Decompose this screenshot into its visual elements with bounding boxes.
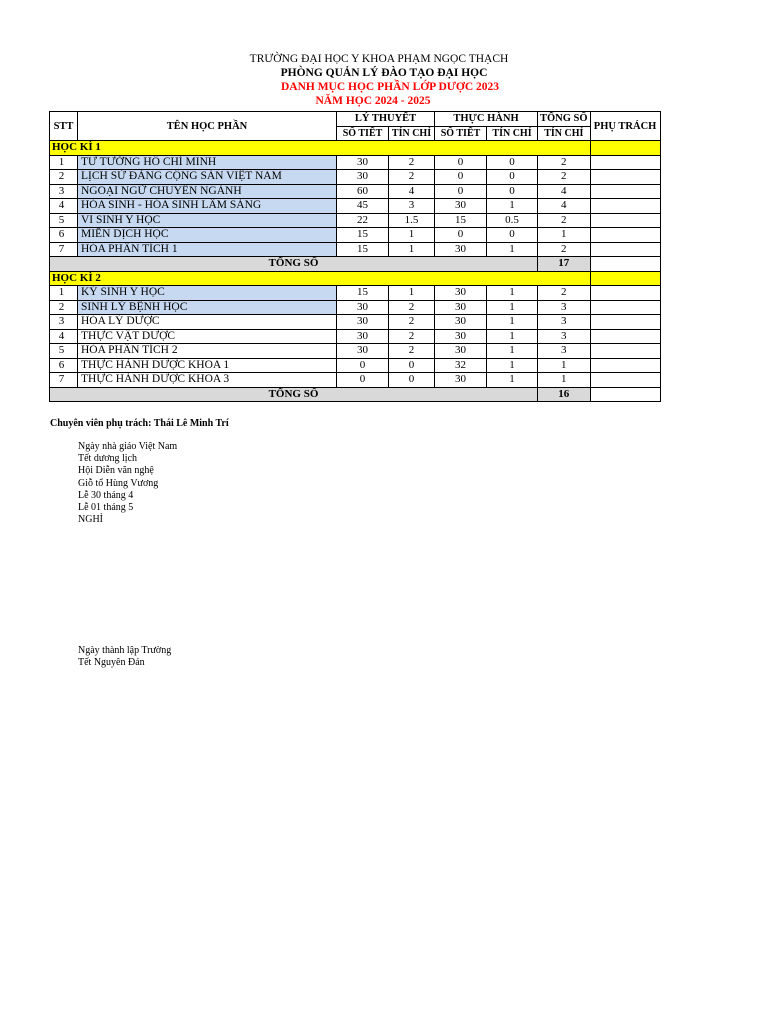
university-name: TRƯỜNG ĐẠI HỌC Y KHOA PHẠM NGỌC THẠCH xyxy=(249,53,509,65)
row-practice-credits: 1 xyxy=(487,329,538,344)
total-in-charge-cell xyxy=(590,257,660,272)
row-practice-credits: 0 xyxy=(487,170,538,185)
row-theory-hours: 22 xyxy=(337,213,389,228)
note-item: Tết dương lịch xyxy=(78,453,138,465)
row-theory-hours: 30 xyxy=(337,329,389,344)
header-course-name: TÊN HỌC PHẦN xyxy=(78,112,337,141)
row-practice-credits: 1 xyxy=(487,286,538,301)
semester-row xyxy=(50,271,661,286)
row-stt: 3 xyxy=(50,315,78,330)
semester-total-row xyxy=(50,387,661,402)
officer-in-charge: Chuyên viên phụ trách: Thái Lê Minh Trí xyxy=(50,418,229,429)
row-theory-hours: 15 xyxy=(337,286,389,301)
row-course-name: HÓA PHÂN TÍCH 2 xyxy=(78,344,337,359)
row-practice-credits: 1 xyxy=(487,344,538,359)
semester-label: HỌC KÌ 2 xyxy=(50,271,591,286)
table-row xyxy=(50,184,661,199)
row-in-charge xyxy=(590,358,660,373)
total-value: 16 xyxy=(538,387,591,402)
row-theory-hours: 30 xyxy=(337,344,389,359)
header-practice-credits: TÍN CHỈ xyxy=(487,126,538,141)
table-row xyxy=(50,329,661,344)
semester-in-charge-cell xyxy=(590,141,660,156)
total-in-charge-cell xyxy=(590,387,660,402)
row-practice-hours: 32 xyxy=(435,358,487,373)
row-in-charge xyxy=(590,199,660,214)
row-theory-credits: 2 xyxy=(389,315,435,330)
row-stt: 7 xyxy=(50,373,78,388)
header-theory: LÝ THUYẾT xyxy=(337,112,435,127)
row-theory-credits: 1 xyxy=(389,228,435,243)
row-total-credits: 1 xyxy=(538,228,591,243)
row-total-credits: 2 xyxy=(538,170,591,185)
row-total-credits: 3 xyxy=(538,329,591,344)
header-theory-hours: SỐ TIẾT xyxy=(337,126,389,141)
row-practice-hours: 0 xyxy=(435,184,487,199)
row-course-name: THỰC HÀNH DƯỢC KHOA 1 xyxy=(78,358,337,373)
row-course-name: KÝ SINH Y HỌC xyxy=(78,286,337,301)
row-in-charge xyxy=(590,228,660,243)
note-item: Giỗ tổ Hùng Vương xyxy=(78,477,159,489)
row-theory-credits: 3 xyxy=(389,199,435,214)
row-total-credits: 1 xyxy=(538,373,591,388)
row-practice-credits: 1 xyxy=(487,315,538,330)
document-header xyxy=(0,52,768,108)
row-stt: 4 xyxy=(50,199,78,214)
row-practice-hours: 30 xyxy=(435,242,487,257)
row-in-charge xyxy=(590,170,660,185)
row-theory-credits: 0 xyxy=(389,358,435,373)
row-stt: 1 xyxy=(50,155,78,170)
table-row xyxy=(50,344,661,359)
row-theory-credits: 4 xyxy=(389,184,435,199)
row-practice-hours: 15 xyxy=(435,213,487,228)
row-in-charge xyxy=(590,329,660,344)
row-practice-credits: 0 xyxy=(487,228,538,243)
document-title: DANH MỤC HỌC PHẦN LỚP DƯỢC 2023 xyxy=(280,81,500,93)
row-theory-hours: 30 xyxy=(337,155,389,170)
row-in-charge xyxy=(590,184,660,199)
row-practice-hours: 0 xyxy=(435,155,487,170)
row-course-name: THỰC VẬT DƯỢC xyxy=(78,329,337,344)
header-practice: THỰC HÀNH xyxy=(435,112,538,127)
row-practice-hours: 0 xyxy=(435,170,487,185)
row-practice-hours: 30 xyxy=(435,199,487,214)
row-course-name: NGOẠI NGỮ CHUYÊN NGÀNH xyxy=(78,184,337,199)
table-row xyxy=(50,373,661,388)
row-total-credits: 4 xyxy=(538,199,591,214)
row-theory-credits: 1.5 xyxy=(389,213,435,228)
row-total-credits: 2 xyxy=(538,155,591,170)
total-value: 17 xyxy=(538,257,591,272)
row-course-name: TƯ TƯỞNG HỒ CHÍ MINH xyxy=(78,155,337,170)
row-in-charge xyxy=(590,213,660,228)
row-theory-hours: 30 xyxy=(337,300,389,315)
row-course-name: LỊCH SỬ ĐẢNG CỘNG SẢN VIỆT NAM xyxy=(78,170,337,185)
row-theory-hours: 30 xyxy=(337,315,389,330)
table-row xyxy=(50,213,661,228)
row-practice-credits: 0 xyxy=(487,155,538,170)
table-row xyxy=(50,155,661,170)
row-in-charge xyxy=(590,300,660,315)
course-table xyxy=(49,111,661,402)
table-row xyxy=(50,199,661,214)
semester-in-charge-cell xyxy=(590,271,660,286)
row-course-name: HÓA PHÂN TÍCH 1 xyxy=(78,242,337,257)
row-practice-hours: 30 xyxy=(435,286,487,301)
row-stt: 2 xyxy=(50,300,78,315)
table-row xyxy=(50,358,661,373)
header-total: TỔNG SỐ xyxy=(538,112,591,127)
row-practice-credits: 0.5 xyxy=(487,213,538,228)
note-item: NGHỈ xyxy=(78,514,103,526)
row-stt: 2 xyxy=(50,170,78,185)
row-practice-hours: 30 xyxy=(435,373,487,388)
row-stt: 1 xyxy=(50,286,78,301)
row-in-charge xyxy=(590,286,660,301)
table-body xyxy=(50,141,661,402)
row-practice-credits: 0 xyxy=(487,184,538,199)
table-row xyxy=(50,315,661,330)
row-in-charge xyxy=(590,315,660,330)
row-total-credits: 2 xyxy=(538,213,591,228)
row-stt: 6 xyxy=(50,228,78,243)
row-practice-credits: 1 xyxy=(487,373,538,388)
row-practice-credits: 1 xyxy=(487,242,538,257)
semester-total-row xyxy=(50,257,661,272)
note-item: Tết Nguyên Đán xyxy=(78,657,145,669)
row-stt: 5 xyxy=(50,344,78,359)
row-practice-credits: 1 xyxy=(487,358,538,373)
row-course-name: VI SINH Y HỌC xyxy=(78,213,337,228)
row-practice-hours: 30 xyxy=(435,315,487,330)
note-item: Ngày thành lập Trường xyxy=(78,645,172,656)
row-practice-hours: 30 xyxy=(435,344,487,359)
table-row xyxy=(50,300,661,315)
row-total-credits: 4 xyxy=(538,184,591,199)
table-row xyxy=(50,286,661,301)
row-total-credits: 2 xyxy=(538,286,591,301)
header-theory-credits: TÍN CHỈ xyxy=(389,126,435,141)
row-total-credits: 3 xyxy=(538,344,591,359)
row-stt: 6 xyxy=(50,358,78,373)
row-theory-credits: 0 xyxy=(389,373,435,388)
row-in-charge xyxy=(590,155,660,170)
row-stt: 3 xyxy=(50,184,78,199)
row-theory-hours: 60 xyxy=(337,184,389,199)
row-theory-credits: 2 xyxy=(389,170,435,185)
row-stt: 5 xyxy=(50,213,78,228)
row-in-charge xyxy=(590,373,660,388)
holiday-notes-list xyxy=(78,441,177,526)
header-in-charge: PHỤ TRÁCH xyxy=(590,112,660,141)
row-total-credits: 2 xyxy=(538,242,591,257)
holiday-notes-list-2 xyxy=(78,645,171,669)
row-theory-credits: 1 xyxy=(389,286,435,301)
row-practice-credits: 1 xyxy=(487,300,538,315)
table-row xyxy=(50,242,661,257)
office-name: PHÒNG QUẢN LÝ ĐÀO TẠO ĐẠI HỌC xyxy=(280,67,488,79)
note-item: Hội Diễn văn nghệ xyxy=(78,465,154,477)
row-course-name: THỰC HÀNH DƯỢC KHOA 3 xyxy=(78,373,337,388)
row-theory-hours: 15 xyxy=(337,242,389,257)
row-in-charge xyxy=(590,344,660,359)
row-practice-hours: 30 xyxy=(435,300,487,315)
row-theory-hours: 45 xyxy=(337,199,389,214)
row-theory-hours: 30 xyxy=(337,170,389,185)
row-course-name: HÓA LÝ DƯỢC xyxy=(78,315,337,330)
row-theory-credits: 2 xyxy=(389,300,435,315)
row-course-name: MIỄN DỊCH HỌC xyxy=(78,228,337,243)
note-item: Lễ 30 tháng 4 xyxy=(78,489,134,501)
row-total-credits: 1 xyxy=(538,358,591,373)
row-theory-credits: 2 xyxy=(389,344,435,359)
note-item: Ngày nhà giáo Việt Nam xyxy=(78,441,178,452)
row-practice-credits: 1 xyxy=(487,199,538,214)
row-practice-hours: 30 xyxy=(435,329,487,344)
academic-year: NĂM HỌC 2024 - 2025 xyxy=(315,95,431,107)
table-row xyxy=(50,228,661,243)
header-practice-hours: SỐ TIẾT xyxy=(435,126,487,141)
row-theory-credits: 2 xyxy=(389,155,435,170)
row-theory-hours: 15 xyxy=(337,228,389,243)
total-label: TỔNG SỐ xyxy=(50,257,538,272)
row-theory-hours: 0 xyxy=(337,358,389,373)
semester-label: HỌC KÌ 1 xyxy=(50,141,591,156)
note-item: Lễ 01 tháng 5 xyxy=(78,502,134,514)
row-theory-credits: 1 xyxy=(389,242,435,257)
row-stt: 7 xyxy=(50,242,78,257)
semester-row xyxy=(50,141,661,156)
header-total-credits: TÍN CHỈ xyxy=(538,126,591,141)
table-row xyxy=(50,170,661,185)
row-in-charge xyxy=(590,242,660,257)
row-total-credits: 3 xyxy=(538,315,591,330)
row-course-name: HÓA SINH - HÓA SINH LÂM SÀNG xyxy=(78,199,337,214)
header-stt: STT xyxy=(50,112,78,141)
row-total-credits: 3 xyxy=(538,300,591,315)
row-theory-hours: 0 xyxy=(337,373,389,388)
row-practice-hours: 0 xyxy=(435,228,487,243)
row-stt: 4 xyxy=(50,329,78,344)
row-theory-credits: 2 xyxy=(389,329,435,344)
total-label: TỔNG SỐ xyxy=(50,387,538,402)
row-course-name: SINH LÝ BỆNH HỌC xyxy=(78,300,337,315)
